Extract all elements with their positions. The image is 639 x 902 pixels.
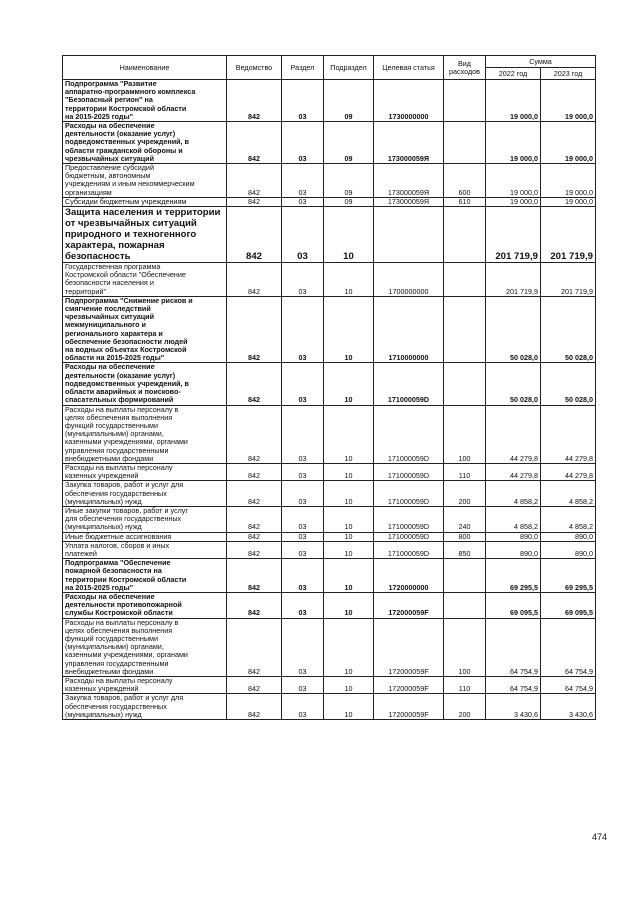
row-section: 03 (282, 559, 324, 593)
row-department: 842 (227, 541, 282, 558)
row-subsection: 10 (324, 363, 374, 405)
row-department: 842 (227, 532, 282, 541)
row-subsection: 10 (324, 263, 374, 297)
row-target-item: 172000059F (374, 677, 444, 694)
row-subsection: 10 (324, 677, 374, 694)
row-section: 03 (282, 541, 324, 558)
row-subsection: 09 (324, 164, 374, 198)
row-amount-2023: 19 000,0 (541, 197, 596, 206)
row-section: 03 (282, 197, 324, 206)
row-amount-2023: 19 000,0 (541, 164, 596, 198)
row-department: 842 (227, 405, 282, 463)
row-name: Расходы на обеспечение деятельности противопожарной службы Костромской области (63, 592, 227, 618)
row-amount-2023: 19 000,0 (541, 80, 596, 122)
row-subsection: 10 (324, 532, 374, 541)
row-section: 03 (282, 506, 324, 532)
header-expense-type: Вид расходов (444, 56, 486, 80)
row-target-item: 1700000000 (374, 263, 444, 297)
row-amount-2022: 69 095,5 (486, 592, 541, 618)
row-expense-type: 850 (444, 541, 486, 558)
budget-table (62, 55, 596, 720)
row-name: Расходы на выплаты персоналу казенных учреждений (63, 677, 227, 694)
row-target-item: 172000059F (374, 592, 444, 618)
row-section: 03 (282, 532, 324, 541)
table-row (63, 541, 596, 558)
row-amount-2023: 69 095,5 (541, 592, 596, 618)
row-department: 842 (227, 164, 282, 198)
row-expense-type (444, 559, 486, 593)
table-row (63, 506, 596, 532)
row-name: Иные бюджетные ассигнования (63, 532, 227, 541)
row-section: 03 (282, 164, 324, 198)
header-target-item: Целевая статья (374, 56, 444, 80)
row-section: 03 (282, 122, 324, 164)
row-expense-type (444, 363, 486, 405)
row-target-item: 173000059Я (374, 122, 444, 164)
row-department: 842 (227, 363, 282, 405)
table-row (63, 363, 596, 405)
row-amount-2022: 44 279,8 (486, 405, 541, 463)
row-amount-2023: 4 858,2 (541, 506, 596, 532)
table-row (63, 677, 596, 694)
row-target-item: 1710000000 (374, 296, 444, 363)
header-section: Раздел (282, 56, 324, 80)
row-target-item (374, 207, 444, 263)
row-expense-type: 110 (444, 677, 486, 694)
row-target-item: 171000059D (374, 363, 444, 405)
row-department: 842 (227, 559, 282, 593)
row-expense-type (444, 122, 486, 164)
row-section: 03 (282, 405, 324, 463)
row-department: 842 (227, 207, 282, 263)
row-department: 842 (227, 677, 282, 694)
row-section: 03 (282, 694, 324, 720)
row-subsection: 10 (324, 481, 374, 507)
row-department: 842 (227, 263, 282, 297)
row-expense-type: 200 (444, 481, 486, 507)
row-expense-type (444, 207, 486, 263)
row-expense-type (444, 263, 486, 297)
row-subsection: 10 (324, 592, 374, 618)
row-expense-type: 610 (444, 197, 486, 206)
table-row (63, 694, 596, 720)
row-amount-2022: 201 719,9 (486, 207, 541, 263)
row-subsection: 09 (324, 80, 374, 122)
row-expense-type: 600 (444, 164, 486, 198)
row-section: 03 (282, 207, 324, 263)
row-name: Субсидии бюджетным учреждениям (63, 197, 227, 206)
header-name: Наименование (63, 56, 227, 80)
row-section: 03 (282, 677, 324, 694)
row-amount-2023: 890,0 (541, 541, 596, 558)
row-subsection: 10 (324, 541, 374, 558)
row-expense-type: 100 (444, 405, 486, 463)
row-amount-2023: 890,0 (541, 532, 596, 541)
row-subsection: 10 (324, 694, 374, 720)
table-row (63, 592, 596, 618)
table-row (63, 164, 596, 198)
row-department: 842 (227, 197, 282, 206)
row-target-item: 171000059D (374, 506, 444, 532)
row-name: Закупка товаров, работ и услуг для обеспечения государственных (муниципальных) нужд (63, 694, 227, 720)
row-section: 03 (282, 618, 324, 676)
row-name: Расходы на выплаты персоналу в целях обеспечения выполнения функций государственными (муниципальными) органами, казенными учреждениями, органами управления государственными внебюджетными фондами (63, 405, 227, 463)
row-amount-2022: 3 430,6 (486, 694, 541, 720)
row-target-item: 1730000000 (374, 80, 444, 122)
row-target-item: 171000059D (374, 405, 444, 463)
row-amount-2022: 19 000,0 (486, 122, 541, 164)
row-department: 842 (227, 618, 282, 676)
row-section: 03 (282, 481, 324, 507)
row-amount-2023: 69 295,5 (541, 559, 596, 593)
row-target-item: 1720000000 (374, 559, 444, 593)
row-target-item: 173000059Я (374, 164, 444, 198)
row-section: 03 (282, 263, 324, 297)
row-subsection: 09 (324, 122, 374, 164)
row-amount-2022: 64 754,9 (486, 677, 541, 694)
table-row (63, 296, 596, 363)
row-amount-2022: 201 719,9 (486, 263, 541, 297)
row-expense-type (444, 80, 486, 122)
table-row (63, 263, 596, 297)
row-target-item: 171000059D (374, 541, 444, 558)
row-amount-2023: 19 000,0 (541, 122, 596, 164)
row-section: 03 (282, 463, 324, 480)
table-row (63, 122, 596, 164)
row-name: Расходы на выплаты персоналу казенных учреждений (63, 463, 227, 480)
row-expense-type (444, 592, 486, 618)
table-row (63, 532, 596, 541)
row-amount-2023: 4 858,2 (541, 481, 596, 507)
row-amount-2023: 50 028,0 (541, 296, 596, 363)
table-row (63, 80, 596, 122)
row-expense-type (444, 296, 486, 363)
row-amount-2022: 50 028,0 (486, 296, 541, 363)
row-department: 842 (227, 694, 282, 720)
header-department: Ведомство (227, 56, 282, 80)
row-amount-2022: 890,0 (486, 532, 541, 541)
page-number: 474 (592, 832, 608, 842)
table-row (63, 197, 596, 206)
table-row (63, 405, 596, 463)
row-amount-2022: 890,0 (486, 541, 541, 558)
row-department: 842 (227, 592, 282, 618)
row-amount-2023: 44 279,8 (541, 405, 596, 463)
table-row (63, 559, 596, 593)
row-expense-type: 110 (444, 463, 486, 480)
row-expense-type: 800 (444, 532, 486, 541)
row-subsection: 10 (324, 463, 374, 480)
row-amount-2023: 50 028,0 (541, 363, 596, 405)
row-name: Иные закупки товаров, работ и услуг для обеспечения государственных (муниципальных) нужд (63, 506, 227, 532)
table-body (63, 80, 596, 720)
row-name: Расходы на обеспечение деятельности (оказание услуг) подведомственных учреждений, в области аварийных и поисково- спасательных формирований (63, 363, 227, 405)
row-amount-2022: 50 028,0 (486, 363, 541, 405)
row-name: Государственная программа Костромской области "Обеспечение безопасности населения и территорий" (63, 263, 227, 297)
row-department: 842 (227, 481, 282, 507)
row-section: 03 (282, 592, 324, 618)
row-subsection: 10 (324, 296, 374, 363)
row-name: Уплата налогов, сборов и иных платежей (63, 541, 227, 558)
table-row (63, 207, 596, 263)
row-amount-2023: 201 719,9 (541, 207, 596, 263)
header-amount: Сумма (486, 56, 596, 68)
row-name: Подпрограмма "Снижение рисков и смягчение последствий чрезвычайных ситуаций межмуниципального и регионального характера и обеспечение безопасности людей на водных объектах Костромской области на 2015-2025 годы" (63, 296, 227, 363)
row-amount-2023: 64 754,9 (541, 677, 596, 694)
row-amount-2023: 64 754,9 (541, 618, 596, 676)
table-row (63, 481, 596, 507)
row-amount-2022: 44 279,8 (486, 463, 541, 480)
row-subsection: 10 (324, 405, 374, 463)
row-name: Расходы на выплаты персоналу в целях обеспечения выполнения функций государственными (муниципальными) органами, казенными учреждениями, органами управления государственными внебюджетными фондами (63, 618, 227, 676)
row-target-item: 172000059F (374, 694, 444, 720)
row-department: 842 (227, 122, 282, 164)
row-expense-type: 100 (444, 618, 486, 676)
row-amount-2022: 19 000,0 (486, 197, 541, 206)
header-year-2023: 2023 год (541, 68, 596, 80)
row-name: Предоставление субсидий бюджетным, автономным учреждениям и иным некоммерческим организациям (63, 164, 227, 198)
row-amount-2022: 19 000,0 (486, 80, 541, 122)
header-subsection: Подраздел (324, 56, 374, 80)
table-row (63, 618, 596, 676)
table-row (63, 463, 596, 480)
row-amount-2022: 19 000,0 (486, 164, 541, 198)
row-department: 842 (227, 296, 282, 363)
row-amount-2022: 69 295,5 (486, 559, 541, 593)
row-department: 842 (227, 80, 282, 122)
row-amount-2023: 3 430,6 (541, 694, 596, 720)
row-subsection: 10 (324, 618, 374, 676)
row-subsection: 10 (324, 207, 374, 263)
row-target-item: 171000059D (374, 532, 444, 541)
row-target-item: 171000059D (374, 463, 444, 480)
row-name: Защита населения и территории от чрезвычайных ситуаций природного и техногенного характера, пожарная безопасность (63, 207, 227, 263)
row-target-item: 171000059D (374, 481, 444, 507)
row-subsection: 10 (324, 506, 374, 532)
row-name: Расходы на обеспечение деятельности (оказание услуг) подведомственных учреждений, в области гражданской обороны и чрезвычайных ситуаций (63, 122, 227, 164)
row-amount-2022: 64 754,9 (486, 618, 541, 676)
row-expense-type: 240 (444, 506, 486, 532)
row-expense-type: 200 (444, 694, 486, 720)
row-name: Подпрограмма "Обеспечение пожарной безопасности на территории Костромской области на 2015-2025 годы" (63, 559, 227, 593)
row-name: Закупка товаров, работ и услуг для обеспечения государственных (муниципальных) нужд (63, 481, 227, 507)
row-target-item: 173000059Я (374, 197, 444, 206)
row-section: 03 (282, 363, 324, 405)
row-section: 03 (282, 296, 324, 363)
row-name: Подпрограмма "Развитие аппаратно-программного комплекса "Безопасный регион" на территории Костромской области на 2015-2025 годы" (63, 80, 227, 122)
row-subsection: 10 (324, 559, 374, 593)
row-amount-2023: 44 279,8 (541, 463, 596, 480)
header-year-2022: 2022 год (486, 68, 541, 80)
row-amount-2022: 4 858,2 (486, 506, 541, 532)
row-target-item: 172000059F (374, 618, 444, 676)
row-department: 842 (227, 506, 282, 532)
row-amount-2023: 201 719,9 (541, 263, 596, 297)
row-section: 03 (282, 80, 324, 122)
row-amount-2022: 4 858,2 (486, 481, 541, 507)
row-department: 842 (227, 463, 282, 480)
row-subsection: 09 (324, 197, 374, 206)
